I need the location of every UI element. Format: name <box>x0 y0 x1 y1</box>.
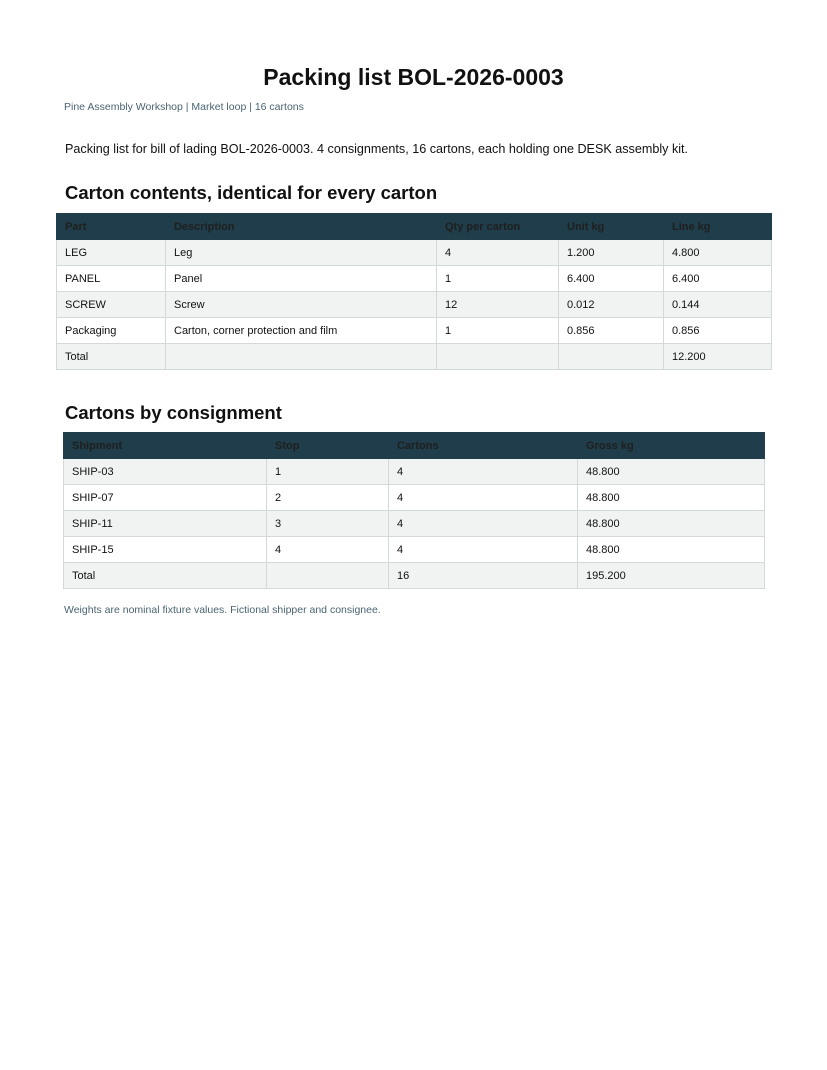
table-row <box>57 292 772 318</box>
table-cell: 0.856 <box>664 318 772 344</box>
table-cell: 48.800 <box>578 459 765 485</box>
table-cell: 4 <box>437 240 559 266</box>
table-row <box>57 266 772 292</box>
table-cell: 6.400 <box>559 266 664 292</box>
table-row <box>64 459 765 485</box>
table-row <box>57 240 772 266</box>
table-cell: 1 <box>267 459 389 485</box>
table-cell: 1 <box>437 318 559 344</box>
table-cell: 48.800 <box>578 485 765 511</box>
table-cell: SHIP-11 <box>64 511 267 537</box>
table-cell: SHIP-15 <box>64 537 267 563</box>
table-cell: 0.012 <box>559 292 664 318</box>
table-cell: 4 <box>389 485 578 511</box>
column-header: Description <box>166 214 437 240</box>
table-cell: SHIP-07 <box>64 485 267 511</box>
table-cell: 4 <box>389 511 578 537</box>
column-header: Qty per carton <box>437 214 559 240</box>
table-cell: Carton, corner protection and film <box>166 318 437 344</box>
table-header-row <box>57 214 772 240</box>
table-cell: SCREW <box>57 292 166 318</box>
table-cell: Total <box>64 563 267 589</box>
table-cell: LEG <box>57 240 166 266</box>
table-cell: Panel <box>166 266 437 292</box>
table-cell <box>166 344 437 370</box>
table-cell: Screw <box>166 292 437 318</box>
table-row <box>64 511 765 537</box>
consignment-table <box>63 432 765 589</box>
table-cell: 48.800 <box>578 511 765 537</box>
table-cell: 12 <box>437 292 559 318</box>
table-cell: 6.400 <box>664 266 772 292</box>
table-row <box>57 318 772 344</box>
column-header: Part <box>57 214 166 240</box>
column-header: Line kg <box>664 214 772 240</box>
table-cell: 4 <box>389 537 578 563</box>
column-header: Unit kg <box>559 214 664 240</box>
table-cell <box>437 344 559 370</box>
table-cell: PANEL <box>57 266 166 292</box>
consignment-heading: Cartons by consignment <box>65 402 282 423</box>
table-cell <box>559 344 664 370</box>
column-header: Shipment <box>64 433 267 459</box>
table-cell: 16 <box>389 563 578 589</box>
column-header: Cartons <box>389 433 578 459</box>
table-cell: Total <box>57 344 166 370</box>
table-row <box>57 344 772 370</box>
table-cell: 4.800 <box>664 240 772 266</box>
table-cell: 12.200 <box>664 344 772 370</box>
table-cell: 48.800 <box>578 537 765 563</box>
table-cell: 4 <box>389 459 578 485</box>
table-cell: Packaging <box>57 318 166 344</box>
table-cell: 4 <box>267 537 389 563</box>
table-cell: 1.200 <box>559 240 664 266</box>
carton-contents-table <box>56 213 772 370</box>
table-cell: 0.856 <box>559 318 664 344</box>
column-header: Stop <box>267 433 389 459</box>
table-cell: 0.144 <box>664 292 772 318</box>
table-cell: SHIP-03 <box>64 459 267 485</box>
footnote: Weights are nominal fixture values. Fictional shipper and consignee. <box>64 604 381 616</box>
table-header-row <box>64 433 765 459</box>
table-row <box>64 563 765 589</box>
table-cell: 2 <box>267 485 389 511</box>
table-cell: 195.200 <box>578 563 765 589</box>
table-cell: Leg <box>166 240 437 266</box>
page-title: Packing list BOL-2026-0003 <box>263 64 564 90</box>
page-subtitle: Pine Assembly Workshop | Market loop | 16 cartons <box>64 101 304 113</box>
table-row <box>64 537 765 563</box>
table-cell: 3 <box>267 511 389 537</box>
intro-paragraph: Packing list for bill of lading BOL-2026-0003. 4 consignments, 16 cartons, each holding one DESK assembly kit. <box>65 142 689 156</box>
table-cell <box>267 563 389 589</box>
table-row <box>64 485 765 511</box>
table-cell: 1 <box>437 266 559 292</box>
column-header: Gross kg <box>578 433 765 459</box>
carton-contents-heading: Carton contents, identical for every carton <box>65 182 438 203</box>
